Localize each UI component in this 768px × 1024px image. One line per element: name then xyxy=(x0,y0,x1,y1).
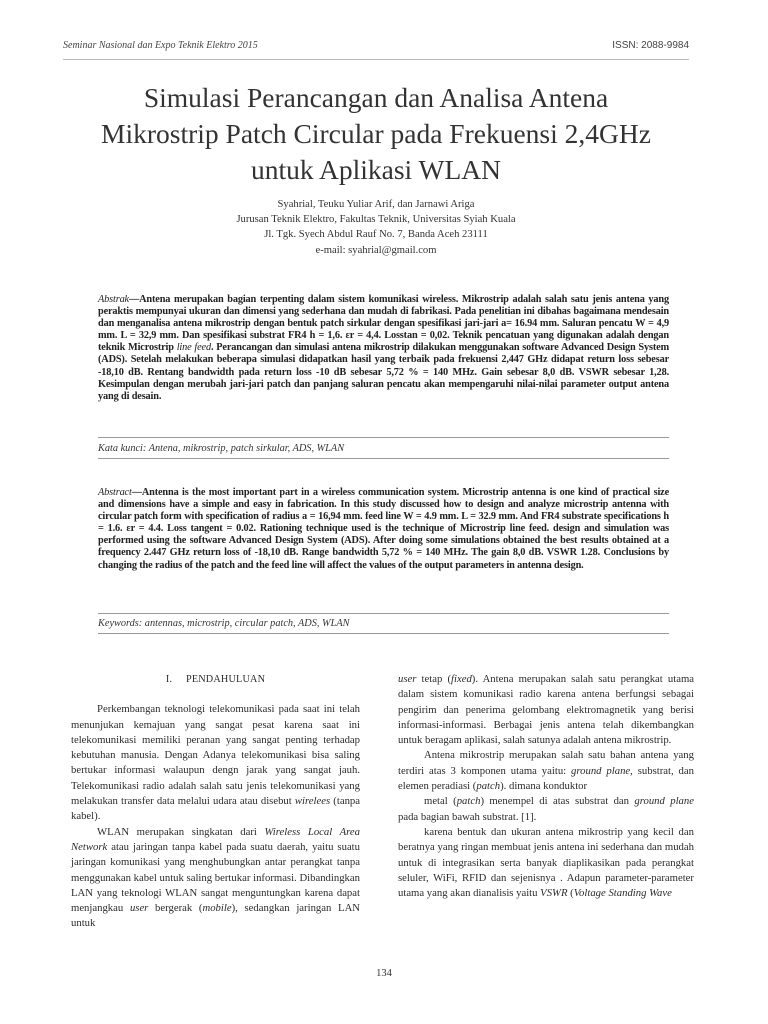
right-column xyxy=(398,672,694,901)
paragraph-italic: patch xyxy=(456,795,481,808)
paragraph-text: atau jaringan tanpa kabel pada suatu daerah, yaitu suatu jaringan komunikasi yang menghubungkan antar perangkat tanpa menggunakan kabel untuk saling bertukar informasi. Dibandingkan LAN yang teknologi WLAN sangat menguntungkan karena dapat menjangkau xyxy=(71,840,360,915)
paragraph-italic: ground plane xyxy=(634,795,694,808)
paragraph-text: bergerak ( xyxy=(148,902,203,915)
paragraph-text: Antena mikrostrip merupakan salah satu bahan antena yang terdiri atas 3 komponen utama yaitu: xyxy=(398,749,694,777)
running-header xyxy=(63,40,689,56)
author-address: Jl. Tgk. Syech Abdul Rauf No. 7, Banda Aceh 23111 xyxy=(264,229,488,241)
paragraph-text: ). Antena merupakan salah satu perangkat utama dalam sistem komunikasi radio karena antena berfungsi sebagai pengirim dan penerima gelombang elektromagnetik yang berisi informasi-informasi. Berbagai jenis antena telah dikembangkan untuk beragam aplikasi, salah satunya adalah antena mikrostrip. xyxy=(398,673,694,747)
kata-kunci: Kata kunci: Antena, mikrostrip, patch sirkular, ADS, WLAN xyxy=(98,443,345,454)
paragraph-text: Perkembangan teknologi telekomunikasi pada saat ini telah menunjukan kemajuan yang sangat pesat karena saat ini telekomunikasi memiliki peranan yang sangat penting terhadap kebutuhan manusia. Dengan Adanya telekomunikasi bisa saling bertukar informasi walaupun dengn jarak yang sangat jauh. Telekomunikasi radio adalah salah satu jenis telekomunikasi yang melakukan transfer data melalui udara atau disebut xyxy=(71,703,360,808)
paragraph-italic: Wireless Local Area Network xyxy=(71,825,360,853)
abstract-lead: Abstract xyxy=(98,487,132,498)
paragraph-italic: wirelees xyxy=(294,795,331,808)
author-affiliation: Jurusan Teknik Elektro, Fakultas Teknik, Universitas Syiah Kuala xyxy=(236,214,516,226)
author-names: Syahrial, Teuku Yuliar Arif, dan Jarnawi Ariga xyxy=(277,199,475,210)
conference-name: Seminar Nasional dan Expo Teknik Elektro 2015 xyxy=(63,40,258,51)
paragraph-text: ) menempel di atas substrat dan xyxy=(480,795,635,808)
paragraph-6 xyxy=(398,825,694,901)
paragraph-italic: mobile xyxy=(202,902,232,915)
paragraph-5 xyxy=(398,794,694,825)
header-rule xyxy=(63,59,689,60)
paragraph-text: tetap ( xyxy=(416,673,452,685)
paragraph-text: ). dimana konduktor xyxy=(500,780,588,793)
title-line-1: Simulasi Perancangan dan Analisa Antena xyxy=(143,82,609,113)
paragraph-italic: user xyxy=(398,673,417,685)
section-heading xyxy=(71,672,360,687)
section-number: I. xyxy=(165,674,173,685)
paragraph-text: karena bentuk dan ukuran antena mikrostrip yang kecil dan beratnya yang ringan membuat jenis antena ini sederhana dan mudah untuk di integrasikan serta banyak diaplikasikan pada perangkat seluler, WiFi, RFID dan sejenisnya . Adapun parameter-parameter utama yang akan dianalisis yaitu xyxy=(398,825,694,900)
paragraph-text: ), sedangkan jaringan LAN untuk xyxy=(71,902,361,930)
issn-number: ISSN: 2088-9984 xyxy=(612,40,689,51)
paragraph-italic: ground plane xyxy=(571,764,631,777)
paragraph-italic: patch xyxy=(476,780,501,793)
page-number: 134 xyxy=(376,968,392,979)
keywords: Keywords: antennas, microstrip, circular patch, ADS, WLAN xyxy=(98,618,350,629)
abstract-text: —Antenna is the most important part in a wireless communication system. Microstrip antenna is one kind of practical size and dimensions have a simple and easy in fabrication. In this study discussed how to design and analyze microstrip antenna with circular patch form with specification of radius a = 16,94 mm. feed line W = 4.9 mm. L = 32.9 mm. And FR4 substrate specifications h = 1.6. εr = 4.4. Loss tangent = 0.02. Rationing technique used is the technique of Microstrip line feed. design and simulation was performed using the software Advanced Design System (ADS). After doing some simulations obtained the best results obtained at a frequency 2.447 GHz return loss of -18,10 dB. Range bandwidth 5,72 % = 140 MHz. The gain 8,0 dB. VSWR 1.28. Conclusions by changing the radius of the patch and the feed line will affect the values of the output parameters in antenna design. xyxy=(98,487,669,571)
abstrak-indonesian xyxy=(98,294,669,403)
paragraph-text: metal ( xyxy=(424,795,457,808)
paper-title xyxy=(63,80,689,188)
keywords-rule-top xyxy=(98,613,669,614)
keyword-rule-bottom xyxy=(98,458,669,459)
paragraph-4 xyxy=(398,748,694,794)
keywords-rule-bottom xyxy=(98,633,669,634)
paragraph-italic: fixed xyxy=(451,673,472,685)
abstract-english xyxy=(98,487,669,572)
paragraph-text: WLAN merupakan singkatan dari xyxy=(97,825,265,838)
author-email: e-mail: syahrial@gmail.com xyxy=(315,244,437,256)
paragraph-italic: user xyxy=(129,902,149,915)
abstrak-text-2: . Perancangan dan simulasi antena mikrostrip dilakukan menggunakan software Advanced Design System (ADS). Setelah melakukan beberapa simulasi didapatkan hasil yang terbaik pada frekuensi 2,447 GHz didapat return loss sebesar -18,10 dB. Rentang bandwidth pada return loss -10 dB sebesar 5,72 % = 140 MHz. Gain sebesar 8,0 dB. VSWR sebesar 1,28. Kesimpulan dengan merubah jari-jari patch dan panjang saluran pencatu akan mempengaruhi nilai-nilai parameter output antena yang di desain. xyxy=(98,342,669,402)
abstrak-lead: Abstrak xyxy=(98,294,129,305)
abstrak-italic: line feed xyxy=(176,342,211,354)
section-title: PENDAHULUAN xyxy=(185,674,266,685)
paragraph-text: ( xyxy=(567,887,574,900)
title-line-3: untuk Aplikasi WLAN xyxy=(250,154,502,185)
paragraph-italic: Voltage Standing Wave xyxy=(573,887,672,900)
abstrak-text-1: —Antena merupakan bagian terpenting dalam sistem komunikasi wireless. Mikrostrip adalah salah satu jenis antena yang peraktis mempunyai ukuran dan dimensi yang sederhana dan mudah di fabrikasi. Pada penelitian ini dibahas bagaimana mendesain dan menganalisa antena mikrostrip dengan bentuk patch sirkular dengan spesifikasi jari-jari a= 16.94 mm. Saluran pencatu W = 4,9 mm. L = 32,9 mm. Dan spesifikasi substrat FR4 h = 1,6. εr = 4,4. Losstan = 0,02. Teknik pencatuan yang digunakan adalah dengan teknik Microstrip xyxy=(98,294,669,354)
left-column xyxy=(71,672,360,932)
paragraph-text: , substrat, dan elemen peradiasi ( xyxy=(398,764,694,793)
author-block xyxy=(63,197,689,258)
paragraph-text: pada bagian bawah substrat. [1]. xyxy=(398,810,537,823)
paragraph-text: (tanpa kabel). xyxy=(71,795,361,823)
keyword-rule-top xyxy=(98,437,669,438)
paragraph-1 xyxy=(71,702,360,824)
paragraph-2 xyxy=(71,825,360,932)
paragraph-italic: VSWR xyxy=(540,887,568,900)
paragraph-3 xyxy=(398,672,694,748)
title-line-2: Mikrostrip Patch Circular pada Frekuensi 2,4GHz xyxy=(101,118,651,149)
